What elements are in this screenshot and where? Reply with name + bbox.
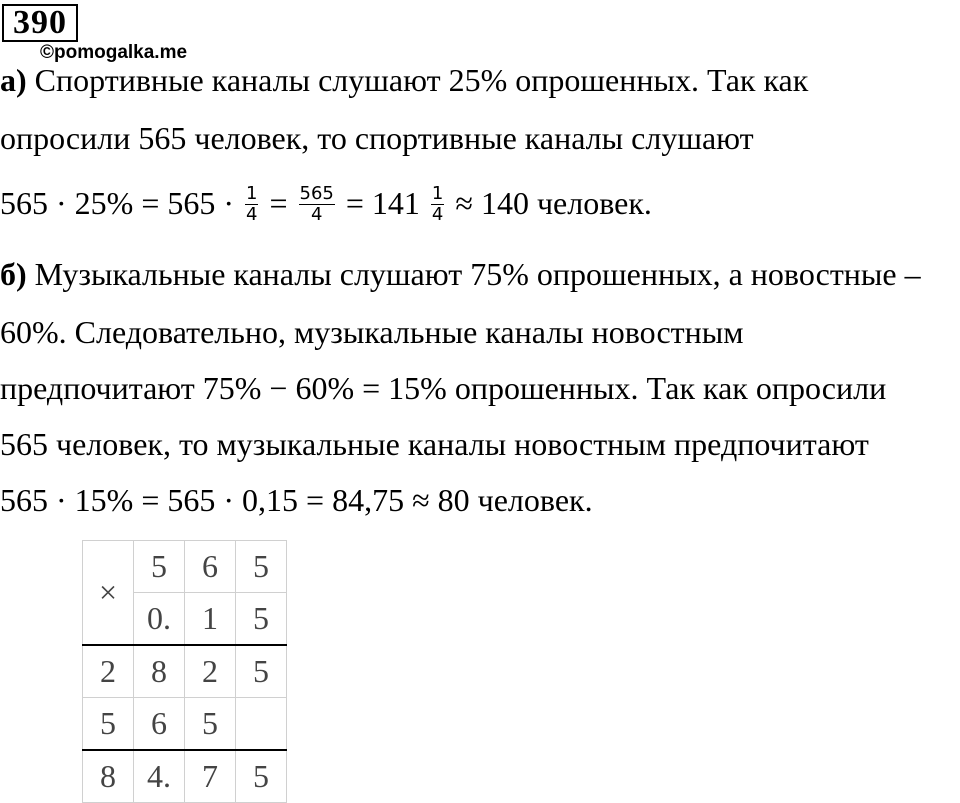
fraction-mixed-quarter <box>431 184 444 225</box>
multiplication-grid <box>82 540 287 803</box>
fraction-one-quarter <box>245 184 258 225</box>
fraction-numerator: 1 <box>431 183 444 205</box>
grid-cell: 0. <box>134 593 185 646</box>
part-b-line-4: 565 человек, то музыкальные каналы новостным предпочитают <box>0 426 869 462</box>
grid-row-1 <box>83 541 287 593</box>
formula-part-4: ≈ 140 человек. <box>447 185 652 221</box>
part-a-formula <box>0 183 652 227</box>
grid-cell: 5 <box>83 698 134 751</box>
grid-cell: 5 <box>134 541 185 593</box>
grid-cell: 8 <box>134 645 185 698</box>
formula-part-3: = 141 <box>337 185 428 221</box>
grid-cell: 2 <box>185 645 236 698</box>
part-a-line-2: опросили 565 человек, то спортивные каналы слушают <box>0 120 754 156</box>
grid-cell: 4. <box>134 750 185 803</box>
part-b-line-1 <box>0 254 921 294</box>
grid-cell: 5 <box>236 593 287 646</box>
formula-part-2: = <box>261 185 296 221</box>
grid-cell: 6 <box>185 541 236 593</box>
problem-number: 390 <box>2 4 78 42</box>
multiply-sign: × <box>83 541 134 646</box>
grid-cell: 5 <box>236 750 287 803</box>
formula-part-1: 565 · 25% = 565 · <box>0 185 243 221</box>
grid-cell: 1 <box>185 593 236 646</box>
part-b-line-3: предпочитают 75% − 60% = 15% опрошенных. Так как опросили <box>0 370 887 406</box>
grid-cell: 5 <box>236 645 287 698</box>
grid-row-5 <box>83 750 287 803</box>
part-b-line-5: 565 · 15% = 565 · 0,15 = 84,75 ≈ 80 человек. <box>0 482 593 518</box>
fraction-denominator: 4 <box>246 204 258 226</box>
part-a-line-1 <box>0 60 808 100</box>
grid-cell: 5 <box>236 541 287 593</box>
grid-cell: 7 <box>185 750 236 803</box>
grid-cell: 5 <box>185 698 236 751</box>
part-b-label: б) <box>0 256 27 292</box>
watermark: ©pomogalka.me <box>40 42 188 63</box>
grid-cell: 6 <box>134 698 185 751</box>
fraction-denominator: 4 <box>431 204 444 226</box>
part-a-label: а) <box>0 62 27 98</box>
part-b-line-2: 60%. Следовательно, музыкальные каналы новостным <box>0 314 744 350</box>
part-b-text-1: Музыкальные каналы слушают 75% опрошенных, а новостные – <box>26 256 921 292</box>
part-a-text-1: Спортивные каналы слушают 25% опрошенных. Так как <box>26 62 809 98</box>
grid-cell <box>236 698 287 751</box>
fraction-numerator: 1 <box>246 183 258 205</box>
grid-row-4 <box>83 698 287 751</box>
grid-row-3 <box>83 645 287 698</box>
fraction-numerator: 565 <box>299 183 334 205</box>
grid-cell: 8 <box>83 750 134 803</box>
fraction-denominator: 4 <box>310 204 323 226</box>
grid-cell: 2 <box>83 645 134 698</box>
fraction-565-quarter <box>299 184 335 225</box>
